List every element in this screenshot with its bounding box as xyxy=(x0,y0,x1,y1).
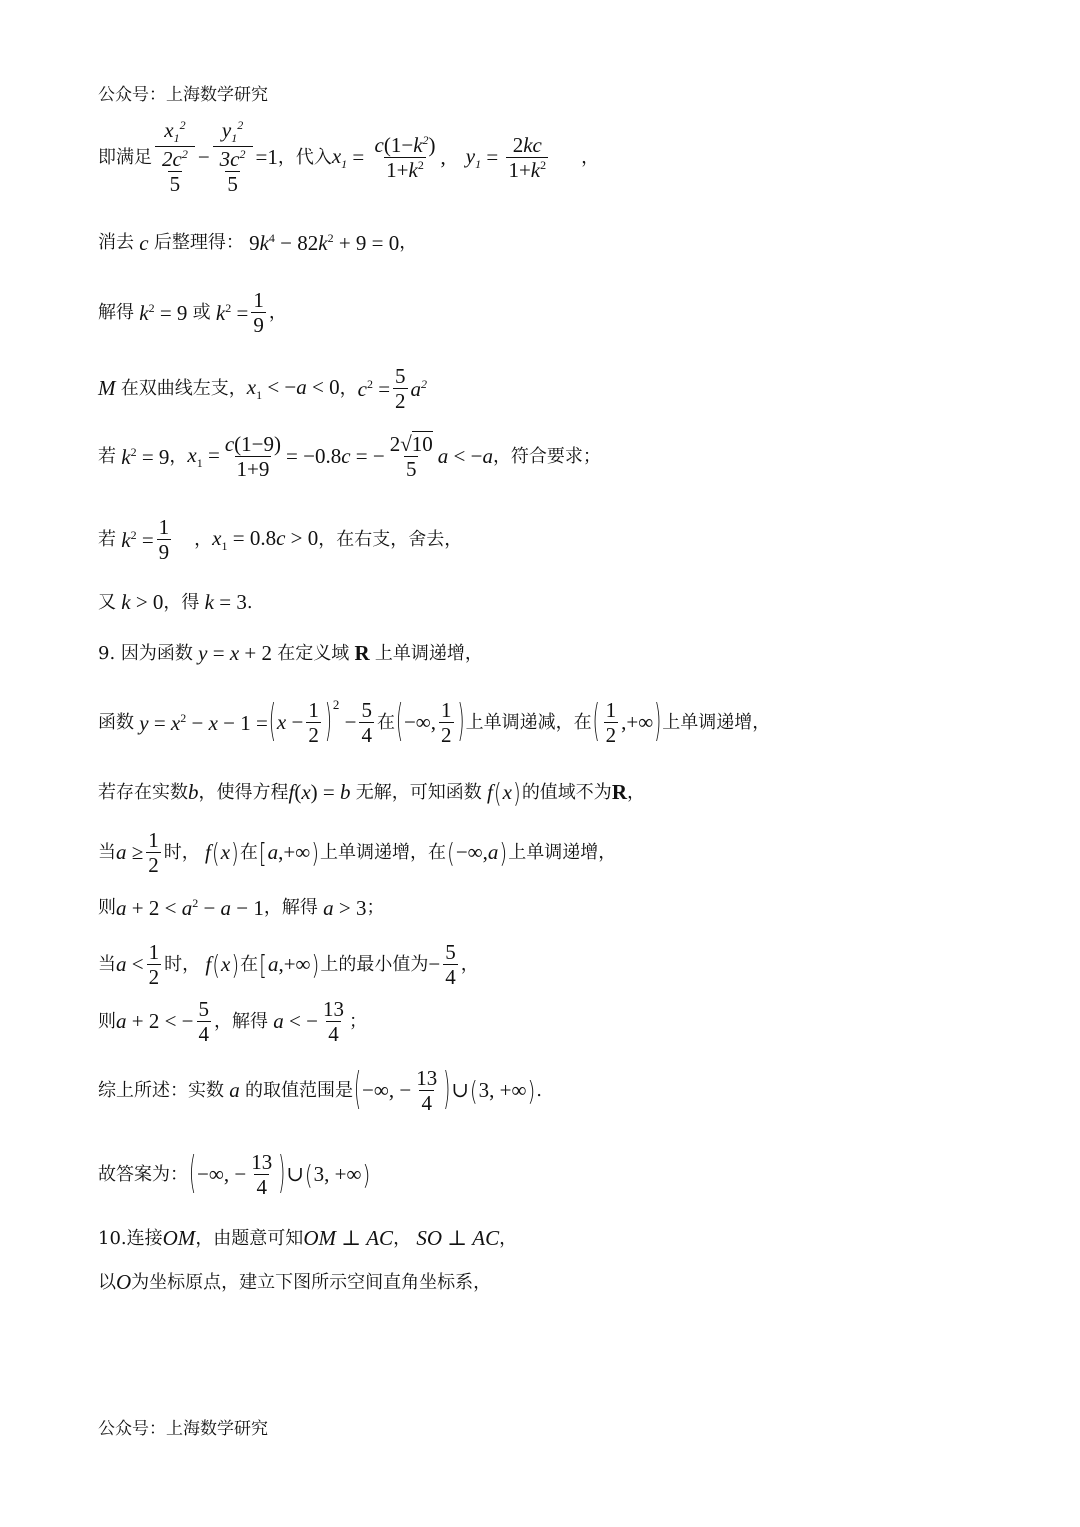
solution-line-7: 又 k > 0 ，得 k = 3 . xyxy=(98,590,253,614)
text: 上单调递增， xyxy=(662,711,771,733)
text: 上单调递增，在 xyxy=(320,841,447,863)
fraction: $\frac{2√10}{5}$ xyxy=(389,432,433,482)
text: 在定义域 xyxy=(277,642,350,664)
text: 函数 xyxy=(98,711,134,733)
text: 上单调递减，在 xyxy=(465,711,592,733)
text: ，由题意可知 xyxy=(195,1227,304,1249)
text: 以 xyxy=(98,1271,116,1293)
text: 则 xyxy=(98,897,116,918)
solution-line-5: 若 $k^2 = 9$ ， $x_1$ = $\frac{c(1-9)}{1+9}$ = −0.8c = − $\frac{2√10}{5}$ a < −a ，符合要求； xyxy=(98,432,601,482)
page-footer: 公众号：上海数学研究 xyxy=(98,1419,268,1439)
text: ， xyxy=(581,146,600,168)
fraction: $\frac{13}{4}$ xyxy=(322,997,344,1047)
text: ， xyxy=(194,528,213,550)
solution-line-10: 若存在实数 b ，使得方程 f(x) = b 无解，可知函数 f ( x ) 的值域不为 R ， xyxy=(98,776,645,809)
text: 若存在实数 xyxy=(98,781,188,803)
text: ， xyxy=(499,1227,518,1249)
text: 当 xyxy=(98,953,116,975)
text: 在双曲线左支， xyxy=(120,377,247,399)
text: ； xyxy=(366,897,385,918)
fraction: $\frac{y_1^2}{\frac{3c^2}{5}}$ xyxy=(213,118,253,197)
text: 综上所述：实数 xyxy=(98,1079,224,1101)
text: 上单调递增， xyxy=(374,642,483,664)
solution-line-8: 9. 因为函数 y = x + 2 在定义域 R 上单调递增， xyxy=(98,641,483,665)
text: 若 xyxy=(98,528,116,550)
text: 时， xyxy=(163,841,200,863)
fraction: $\frac{13}{4}$ xyxy=(416,1066,438,1116)
text: 当 xyxy=(98,841,116,863)
solution-line-15: 综上所述：实数 a 的取值范围是 ( −∞, − $\frac{13}{4}$ ) ∪ ( 3, +∞ ) . xyxy=(98,1064,543,1116)
text: 或 xyxy=(192,301,211,323)
text: ， xyxy=(339,377,358,399)
text: 在 xyxy=(240,953,259,975)
fraction: $\frac{1}{2}$ xyxy=(605,698,617,748)
text: ， xyxy=(626,781,645,803)
text: ， xyxy=(460,953,479,975)
text: 无解，可知函数 xyxy=(355,781,482,803)
text: 消去 xyxy=(98,232,134,253)
fraction: $\frac{5}{4}$ xyxy=(445,940,456,990)
text: ，在右支，舍去， xyxy=(318,528,463,550)
text: 10.连接 xyxy=(98,1227,163,1249)
page-header: 公众号：上海数学研究 xyxy=(98,85,268,105)
fraction: $\frac{c(1-k^2)}{1+k^2}$ xyxy=(374,133,436,183)
fraction: $\frac{13}{4}$ xyxy=(251,1150,273,1200)
text: ，符合要求； xyxy=(492,445,601,467)
solution-line-9: 函数 $y = x^2 - x - 1$ = ( x − $\frac{1}{2}$ ) 2 − $\frac{5}{4}$ 在 ( −∞, $\frac{1}{2}$ ) 上单调递减，在 ( $\frac{1}{2}$ ,+∞ ) 上单调递增， xyxy=(98,696,771,748)
text: 的取值范围是 xyxy=(245,1079,353,1101)
text: ，使得方程 xyxy=(198,781,289,803)
solution-line-4: M 在双曲线左支， $x_1 < -a < 0$ ， $c^2$ = $\frac{5}{2}$ $a^2$ xyxy=(98,364,428,414)
fraction: $\frac{1}{9}$ xyxy=(253,288,264,338)
text: 在 xyxy=(376,711,395,733)
text: 即满足 xyxy=(98,146,152,168)
text: ； xyxy=(348,1010,367,1032)
fraction: $\frac{1}{2}$ xyxy=(148,940,160,990)
answer-line: 故答案为： ( −∞, − $\frac{13}{4}$ ) ∪ ( 3, +∞ ) xyxy=(98,1148,371,1200)
text: 的值域不为 xyxy=(521,781,612,803)
fraction: $\frac{1}{2}$ xyxy=(308,698,319,748)
fraction: $\frac{1}{2}$ xyxy=(148,828,159,878)
text: ，解得 xyxy=(263,897,318,918)
fraction: $\frac{1}{2}$ xyxy=(441,698,452,748)
text: ， xyxy=(268,301,287,323)
text: 9. 因为函数 xyxy=(98,642,193,664)
solution-line-13: 当 a < $\frac{1}{2}$ 时， f ( x ) 在 [ a,+∞ ) 上的最小值为 − $\frac{5}{4}$ ， xyxy=(98,940,479,990)
text: 若 xyxy=(98,445,116,467)
text: ，代入 xyxy=(277,146,332,168)
text: ， xyxy=(399,232,418,253)
fraction: $\frac{x_1^2}{\frac{2c^2}{5}}$ xyxy=(155,118,195,197)
text: 则 xyxy=(98,1010,116,1032)
fraction: $\frac{5}{4}$ xyxy=(198,997,210,1047)
text: 后整理得： xyxy=(153,232,244,253)
solution-line-12: 则 $a + 2 < a^2 - a - 1$ ，解得 a > 3 ； xyxy=(98,895,385,920)
text: 解得 xyxy=(98,301,134,323)
text: ， xyxy=(393,1227,412,1249)
text: 在 xyxy=(239,841,258,863)
text: . xyxy=(246,591,253,613)
fraction: $\frac{c(1-9)}{1+9}$ xyxy=(224,432,282,482)
text: 为坐标原点，建立下图所示空间直角坐标系， xyxy=(131,1271,492,1293)
fraction: $\frac{5}{2}$ xyxy=(395,364,406,414)
fraction: $\frac{1}{9}$ xyxy=(158,515,170,565)
text: 时， xyxy=(164,953,201,975)
text: . xyxy=(536,1079,543,1101)
text: ，得 xyxy=(163,591,200,613)
solution-line-18: 以 O 为坐标原点，建立下图所示空间直角坐标系， xyxy=(98,1270,492,1294)
solution-line-17: 10.连接 OM ，由题意可知 OM ⊥ AC ， SO ⊥ AC ， xyxy=(98,1226,518,1250)
text: ，解得 xyxy=(214,1010,269,1032)
solution-line-11: 当 a ≥ $\frac{1}{2}$ 时， f ( x ) 在 [ a,+∞ ) 上单调递增，在 ( −∞,a ) 上单调递增， xyxy=(98,828,617,878)
solution-line-3: 解得 $k^2 = 9$ 或 $k^2$ = $\frac{1}{9}$ ， xyxy=(98,288,287,338)
solution-line-1: 即满足 $\frac{x_1^2}{\frac{2c^2}{5}}$ − $\frac{y_1^2}{\frac{3c^2}{5}}$ =1 ，代入 $x_1$ = $\frac{c(1-k^2)}{1+k^2}$ , $y_1$ = $\frac{2kc}{1+k^2}$ ， xyxy=(98,118,600,197)
solution-line-2: 消去 c 后整理得： $9k^4 - 82k^2 + 9 = 0$ ， xyxy=(98,230,418,255)
fraction: $\frac{2kc}{1+k^2}$ xyxy=(508,133,547,183)
text: ， xyxy=(169,445,188,467)
solution-line-6: 若 $k^2$ = $\frac{1}{9}$ ， $x_1 = 0.8c > 0$ ，在右支，舍去， xyxy=(98,515,463,565)
text: 上单调递增， xyxy=(508,841,617,863)
text: 上的最小值为 xyxy=(320,953,429,975)
solution-line-14: 则 a + 2 < − $\frac{5}{4}$ ，解得 a < − $\frac{13}{4}$ ； xyxy=(98,997,367,1047)
text: 又 xyxy=(98,591,116,613)
text: 故答案为： xyxy=(98,1163,188,1185)
fraction: $\frac{5}{4}$ xyxy=(361,698,372,748)
